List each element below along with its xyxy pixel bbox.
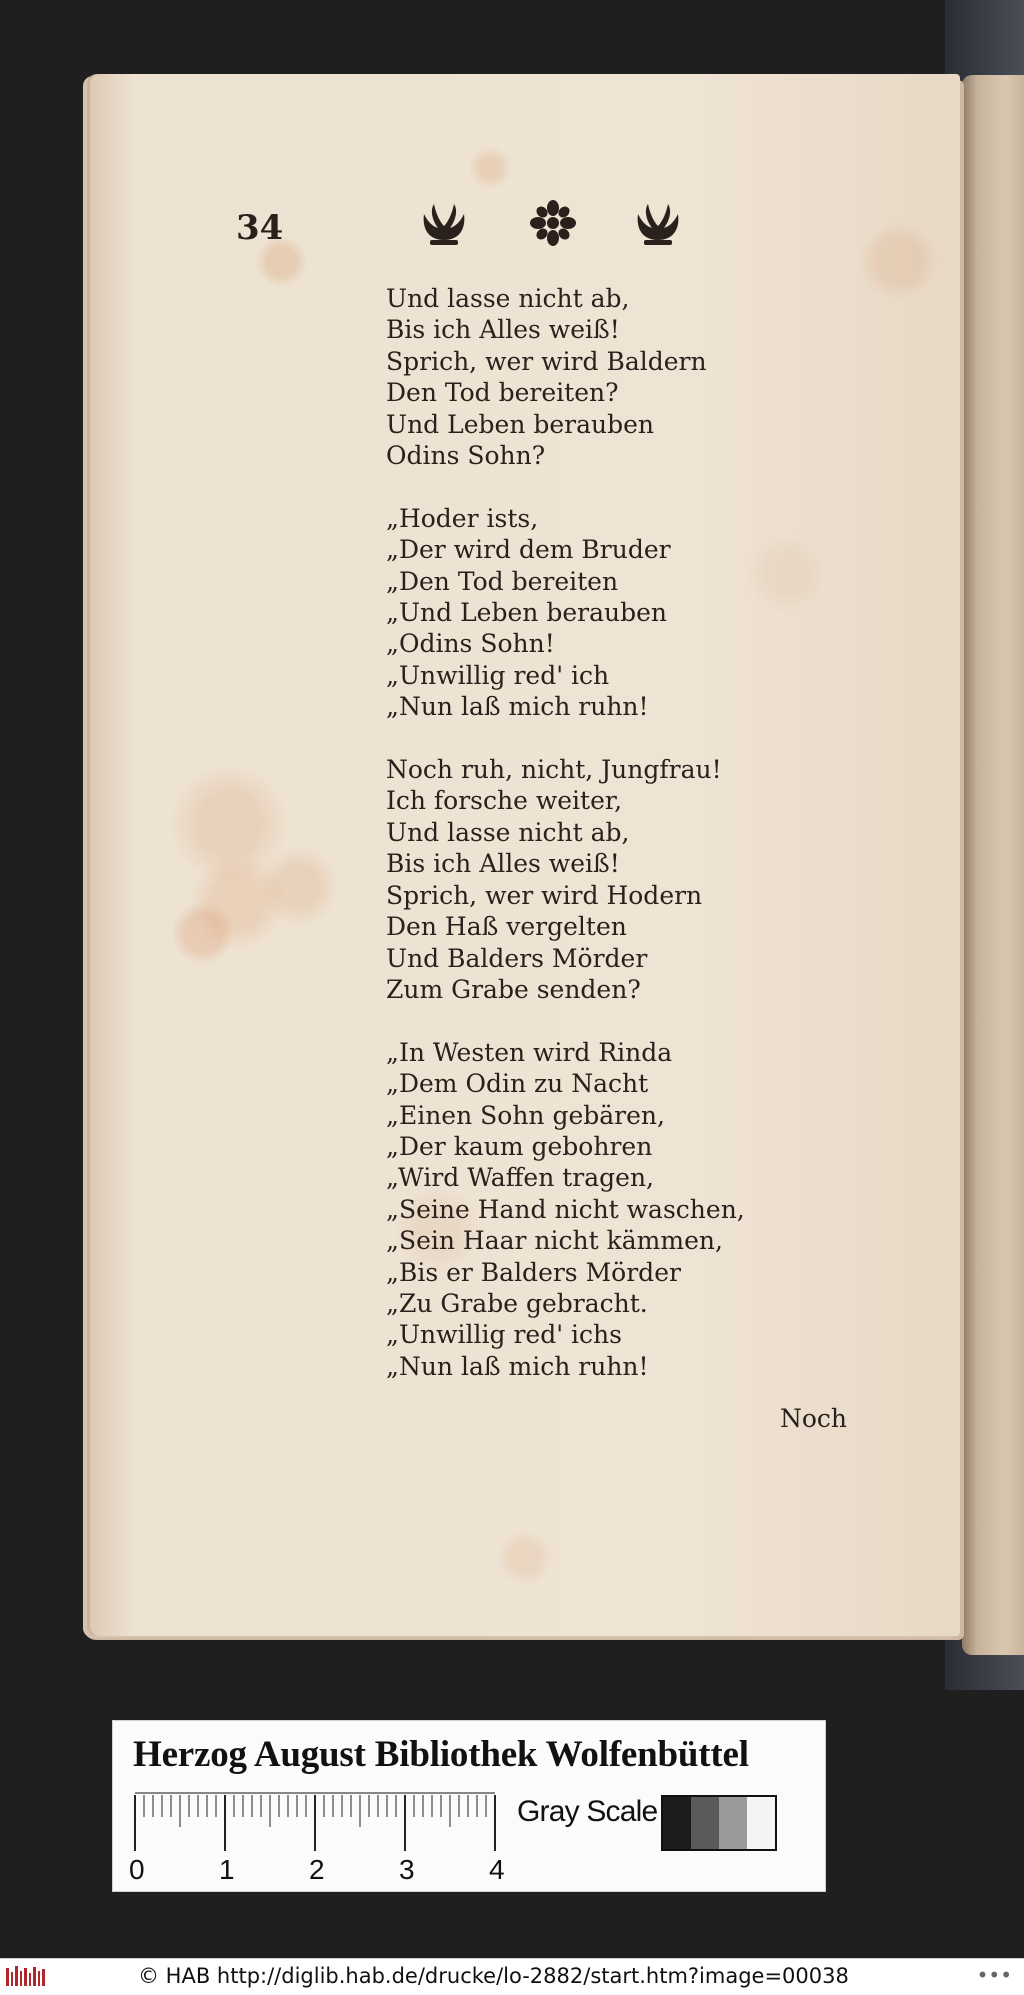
poem-line: „Der kaum gebohren bbox=[386, 1131, 653, 1161]
rosette-icon bbox=[530, 200, 576, 246]
poem-line: Zum Grabe senden? bbox=[386, 974, 641, 1004]
calibration-card bbox=[112, 1720, 826, 1892]
poem-line: Und lasse nicht ab, bbox=[386, 284, 630, 313]
poem-line: „Hoder ists, bbox=[386, 503, 539, 533]
ruler-ticks bbox=[133, 1791, 513, 1851]
poem-line: Den Haß vergelten bbox=[386, 912, 627, 942]
measurement-ruler bbox=[129, 1791, 513, 1886]
more-dots-icon[interactable]: ••• bbox=[976, 1963, 1012, 1987]
footer-source-link[interactable]: © HAB http://diglib.hab.de/drucke/lo-2882/start.htm?image=00038 bbox=[138, 1964, 849, 1988]
ruler-number: 2 bbox=[309, 1854, 325, 1885]
gray-patch bbox=[747, 1797, 775, 1849]
poem-line: Sprich, wer wird Hodern bbox=[386, 880, 703, 910]
poem-line: „Sein Haar nicht kämmen, bbox=[386, 1226, 723, 1256]
gray-scale-label: Gray Scale bbox=[517, 1795, 658, 1828]
poem-line: Sprich, wer wird Baldern bbox=[386, 346, 707, 376]
palmette-icon bbox=[632, 200, 684, 246]
poem-line: „Zu Grabe gebracht. bbox=[386, 1288, 648, 1318]
poem-line: „Odins Sohn! bbox=[386, 629, 555, 659]
poem-line: „Nun laß mich ruhn! bbox=[386, 692, 649, 722]
poem-line: „Und Leben berauben bbox=[386, 598, 667, 628]
palmette-icon bbox=[418, 200, 470, 246]
poem-line: „In Westen wird Rinda bbox=[386, 1037, 673, 1067]
gray-patch bbox=[719, 1797, 747, 1849]
poem-line: Bis ich Alles weiß! bbox=[386, 315, 620, 345]
poem-line: Odins Sohn? bbox=[386, 441, 546, 471]
poem-line: „Wird Waffen tragen, bbox=[386, 1163, 654, 1193]
stanza bbox=[386, 1037, 886, 1382]
poem-line: Den Tod bereiten? bbox=[386, 378, 619, 408]
ruler-number: 1 bbox=[219, 1854, 235, 1885]
poem-line: „Dem Odin zu Nacht bbox=[386, 1069, 649, 1099]
catchword: Noch bbox=[780, 1404, 848, 1433]
poem-line: „Der wird dem Bruder bbox=[386, 535, 671, 565]
poem-line: Noch ruh, nicht, Jungfrau! bbox=[386, 755, 722, 785]
poem-line: Und Balders Mörder bbox=[386, 943, 648, 973]
page-number: 34 bbox=[236, 208, 284, 248]
poem-line: „Unwillig red' ich bbox=[386, 660, 610, 690]
ruler-number: 0 bbox=[129, 1854, 145, 1885]
ruler-number: 4 bbox=[489, 1854, 505, 1885]
poem-line: „Seine Hand nicht waschen, bbox=[386, 1194, 745, 1224]
poem-line: „Nun laß mich ruhn! bbox=[386, 1351, 649, 1381]
poem-line: Und Leben berauben bbox=[386, 409, 655, 439]
poem-line: Und lasse nicht ab, bbox=[386, 817, 630, 847]
poem-line: „Unwillig red' ichs bbox=[386, 1320, 622, 1350]
poem-text bbox=[386, 283, 886, 1414]
poem-line: „Einen Sohn gebären, bbox=[386, 1100, 665, 1130]
stanza bbox=[386, 754, 886, 1005]
ruler-number: 3 bbox=[399, 1854, 415, 1885]
hab-barcode-logo-icon[interactable] bbox=[6, 1966, 48, 1988]
header-ornaments bbox=[410, 200, 710, 252]
gray-patch bbox=[691, 1797, 719, 1849]
gray-scale-patches bbox=[661, 1795, 777, 1851]
poem-line: „Bis er Balders Mörder bbox=[386, 1257, 681, 1287]
stanza bbox=[386, 503, 886, 723]
poem-line: Ich forsche weiter, bbox=[386, 786, 623, 816]
stanza bbox=[386, 283, 886, 471]
gray-patch bbox=[663, 1797, 691, 1849]
poem-line: Bis ich Alles weiß! bbox=[386, 849, 620, 879]
adjacent-page-edge bbox=[962, 75, 1024, 1655]
footer-bar bbox=[0, 1958, 1024, 1995]
library-title: Herzog August Bibliothek Wolfenbüttel bbox=[133, 1734, 749, 1775]
poem-line: „Den Tod bereiten bbox=[386, 566, 619, 596]
